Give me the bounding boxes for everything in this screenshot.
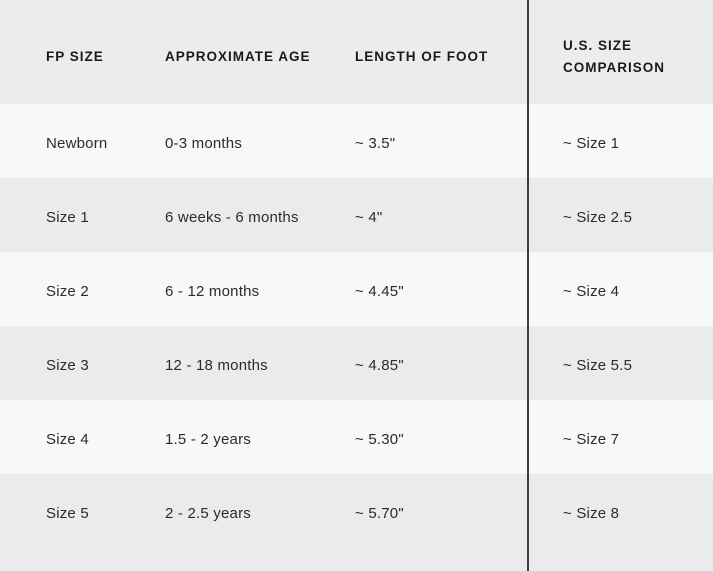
- foot-length-cell: ~ 4.45": [355, 282, 404, 300]
- us-size-cell: ~ Size 2.5: [563, 208, 633, 226]
- approximate-age-cell: 6 - 12 months: [165, 282, 260, 300]
- table-row: [0, 474, 713, 548]
- us-size-cell: ~ Size 4: [563, 282, 620, 300]
- table-body: [0, 104, 713, 548]
- table-row: [0, 104, 713, 178]
- foot-length-cell: ~ 5.70": [355, 504, 404, 522]
- table-row: [0, 400, 713, 474]
- column-divider-line: [527, 0, 529, 571]
- column-header-us-size-comparison: U.S. SIZE COMPARISON: [563, 38, 666, 75]
- fp-size-cell: Size 3: [46, 356, 89, 374]
- foot-length-cell: ~ 3.5": [355, 134, 396, 152]
- fp-size-cell: Size 1: [46, 208, 89, 226]
- fp-size-cell: Size 5: [46, 504, 89, 522]
- approximate-age-cell: 2 - 2.5 years: [165, 504, 251, 522]
- us-size-cell: ~ Size 1: [563, 134, 620, 152]
- column-header-fp-size: FP SIZE: [46, 49, 104, 64]
- foot-length-cell: ~ 5.30": [355, 430, 404, 448]
- column-header-length-of-foot: LENGTH OF FOOT: [355, 49, 489, 64]
- us-size-cell: ~ Size 5.5: [563, 356, 633, 374]
- approximate-age-cell: 1.5 - 2 years: [165, 430, 251, 448]
- table-row: [0, 326, 713, 400]
- foot-length-cell: ~ 4.85": [355, 356, 404, 374]
- us-size-cell: ~ Size 7: [563, 430, 620, 448]
- approximate-age-cell: 0-3 months: [165, 134, 243, 152]
- fp-size-cell: Size 4: [46, 430, 89, 448]
- table-header-row: [0, 0, 713, 104]
- approximate-age-cell: 12 - 18 months: [165, 356, 268, 374]
- approximate-age-cell: 6 weeks - 6 months: [165, 208, 299, 226]
- table-row: [0, 252, 713, 326]
- fp-size-cell: Newborn: [46, 134, 108, 152]
- us-size-cell: ~ Size 8: [563, 504, 620, 522]
- fp-size-cell: Size 2: [46, 282, 89, 300]
- table-row: [0, 178, 713, 252]
- foot-length-cell: ~ 4": [355, 208, 383, 226]
- column-header-approximate-age: APPROXIMATE AGE: [165, 49, 311, 64]
